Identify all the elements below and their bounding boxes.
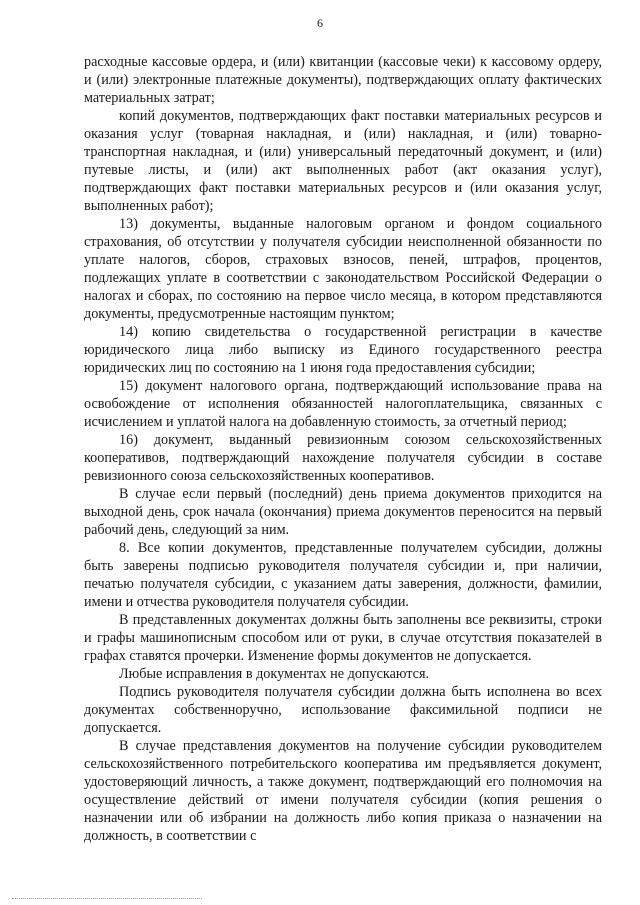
- paragraph-weekend-rule: В случае если первый (последний) день приема документов приходится на выходной день, срок начала (окончания) приема документов переносится на первый рабочий день, следующий за ним.: [84, 486, 602, 538]
- paragraph-delivery-documents: копий документов, подтверждающих факт поставки материальных ресурсов и оказания услуг (товарная накладная, и (или) накладная, и (или) товарно-транспортная накладная, и (или) универсальный передаточный документ, и (или) путевые листы, и (или) акт выполненных работ (акт оказания услуг), подтверждающих факт поставки материальных ресурсов и (или оказания услуг, выполненных работ);: [84, 108, 602, 214]
- paragraph-continuation: расходные кассовые ордера, и (или) квитанции (кассовые чеки) к кассовому ордеру, и (или) электронные платежные документы), подтверждающих оплату фактических материальных затрат;: [84, 54, 602, 106]
- paragraph-item-8: 8. Все копии документов, представленные получателем субсидии, должны быть заверены подписью руководителя получателя субсидии и, при наличии, печатью получателя субсидии, с указанием даты заверения, должности, фамилии, имени и отчества руководителя получателя субсидии.: [84, 540, 602, 610]
- paragraph-signature: Подпись руководителя получателя субсидии должна быть исполнена во всех документах собственноручно, использование факсимильной подписи не допускается.: [84, 684, 602, 736]
- paragraph-item-14: 14) копию свидетельства о государственной регистрации в качестве юридического лица либо выписку из Единого государственного реестра юридических лиц по состоянию на 1 июня года предоставления субсидии;: [84, 324, 602, 376]
- paragraph-requisites: В представленных документах должны быть заполнены все реквизиты, строки и графы машинописным способом или от руки, в случае отсутствия показателей в графах ставятся прочерки. Изменение формы документов не допускается.: [84, 612, 602, 664]
- paragraph-no-corrections: Любые исправления в документах не допускаются.: [119, 666, 430, 682]
- paragraph-item-15: 15) документ налогового органа, подтверждающий использование права на освобождение от исполнения обязанностей налогоплательщика, связанных с исчислением и уплатой налога на добавленную стоимость, за отчетный период;: [84, 378, 602, 430]
- scan-footer-line: [12, 898, 202, 899]
- paragraph-head-identity: В случае представления документов на получение субсидии руководителем сельскохозяйственного потребительского кооператива им предъявляется документ, удостоверяющий личность, а также документ, подтверждающий его полномочия на осуществление действий от имени получателя субсидии (копия решения о назначении или об избрании на должность либо копия приказа о назначении на должность, в соответствии с: [84, 738, 602, 844]
- page-number: 6: [317, 16, 323, 30]
- paragraph-item-13: 13) документы, выданные налоговым органом и фондом социального страхования, об отсутствии у получателя субсидии неисполненной обязанности по уплате налогов, сборов, страховых взносов, пеней, штрафов, процентов, подлежащих уплате в соответствии с законодательством Российской Федерации о налогах и сборах, по состоянию на первое число месяца, в котором представляются документы, предусмотренные настоящим пунктом;: [84, 216, 602, 322]
- document-body: [84, 53, 602, 845]
- paragraph-item-16: 16) документ, выданный ревизионным союзом сельскохозяйственных кооперативов, подтверждающий нахождение получателя субсидии в составе ревизионного союза сельскохозяйственных кооперативов.: [84, 432, 602, 484]
